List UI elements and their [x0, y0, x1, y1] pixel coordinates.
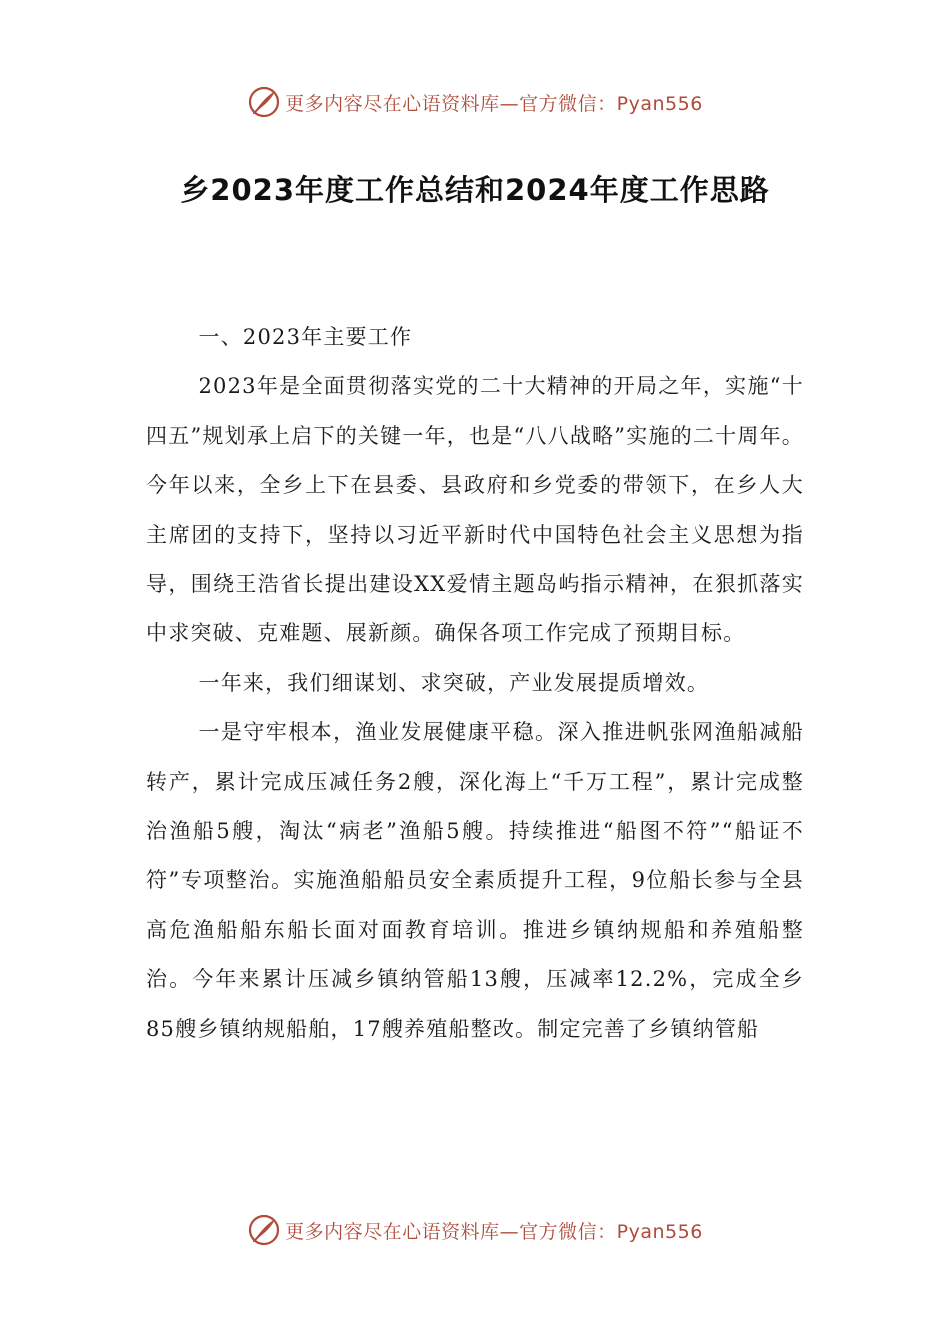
footer-watermark [0, 1210, 950, 1250]
watermark-text: 更多内容尽在心语资料库—官方微信：Pyan556 [285, 92, 703, 115]
paragraph: 2023年是全面贯彻落实党的二十大精神的开局之年，实施“十四五”规划承上启下的关键一年，也是“八八战略”实施的二十周年。今年以来，全乡上下在县委、县政府和乡党委的带领下，在乡人大主席团的支持下，坚持以习近平新时代中国特色社会主义思想为指导，围绕王浩省长提出建设XX爱情主题岛屿指示精神，在狠抓落实中求突破、克难题、展新颜。确保各项工作完成了预期目标。 [146, 374, 804, 646]
document-title: 乡2023年度工作总结和2024年度工作思路 [180, 173, 770, 207]
quill-circle-icon [247, 1213, 281, 1247]
document-body [146, 313, 804, 1054]
header-watermark [0, 82, 950, 122]
paragraph: 一是守牢根本，渔业发展健康平稳。深入推进帆张网渔船减船转产，累计完成压减任务2艘，深化海上“千万工程”，累计完成整治渔船5艘，淘汰“病老”渔船5艘。持续推进“船图不符”“船证不符”专项整治。实施渔船船员安全素质提升工程，9位船长参与全县高危渔船船东船长面对面教育培训。推进乡镇纳规船和养殖船整治。今年来累计压减乡镇纳管船13艘，压减率12.2%，完成全乡85艘乡镇纳规船舶，17艘养殖船整改。制定完善了乡镇纳管船 [146, 720, 804, 1041]
section-heading: 一、2023年主要工作 [198, 325, 413, 349]
watermark-text: 更多内容尽在心语资料库—官方微信：Pyan556 [285, 1220, 703, 1243]
quill-circle-icon [247, 85, 281, 119]
paragraph: 一年来，我们细谋划、求突破，产业发展提质增效。 [198, 670, 710, 695]
